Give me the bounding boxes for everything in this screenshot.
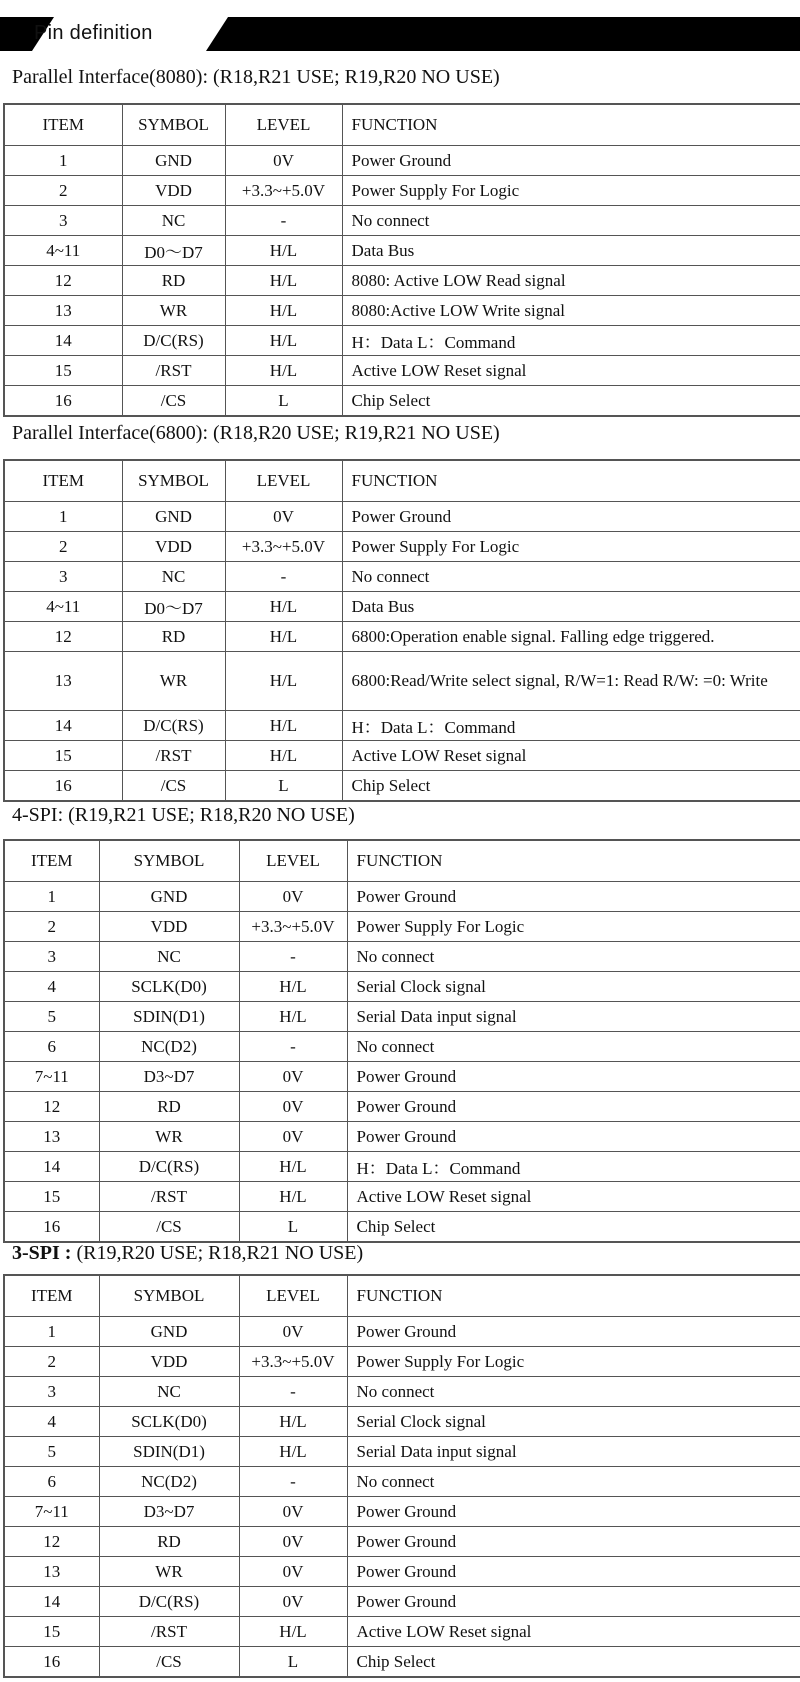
function-cell: 8080:Active LOW Write signal bbox=[342, 296, 800, 326]
function-cell: Power Supply For Logic bbox=[342, 532, 800, 562]
level-cell: H/L bbox=[225, 266, 342, 296]
function-cell: Chip Select bbox=[342, 771, 800, 802]
level-cell: H/L bbox=[239, 1002, 347, 1032]
column-header: SYMBOL bbox=[99, 840, 239, 882]
table-row bbox=[4, 1347, 800, 1377]
symbol-cell: WR bbox=[99, 1122, 239, 1152]
table-header-row bbox=[4, 460, 800, 502]
function-cell: Power Ground bbox=[347, 1557, 800, 1587]
table-row bbox=[4, 296, 800, 326]
section-title bbox=[12, 66, 500, 89]
item-cell: 6 bbox=[4, 1467, 99, 1497]
function-cell: No connect bbox=[342, 562, 800, 592]
level-cell: 0V bbox=[239, 1092, 347, 1122]
symbol-cell: NC(D2) bbox=[99, 1467, 239, 1497]
symbol-cell: /CS bbox=[122, 386, 225, 417]
symbol-cell: /CS bbox=[99, 1647, 239, 1678]
symbol-cell: D3~D7 bbox=[99, 1497, 239, 1527]
column-header: LEVEL bbox=[239, 840, 347, 882]
column-header: FUNCTION bbox=[347, 1275, 800, 1317]
symbol-cell: D0～D7 bbox=[122, 236, 225, 266]
item-cell: 4 bbox=[4, 972, 99, 1002]
symbol-cell: SDIN(D1) bbox=[99, 1437, 239, 1467]
table-row bbox=[4, 1317, 800, 1347]
table-row bbox=[4, 622, 800, 652]
table-row bbox=[4, 1407, 800, 1437]
level-cell: H/L bbox=[239, 1182, 347, 1212]
table-row bbox=[4, 326, 800, 356]
item-cell: 2 bbox=[4, 912, 99, 942]
section-title-text: (R19,R20 USE; R18,R21 NO USE) bbox=[71, 1242, 364, 1264]
item-cell: 3 bbox=[4, 942, 99, 972]
table-header-row bbox=[4, 1275, 800, 1317]
function-cell: Power Ground bbox=[342, 146, 800, 176]
table-row bbox=[4, 1182, 800, 1212]
table-row bbox=[4, 1092, 800, 1122]
table-row bbox=[4, 771, 800, 802]
function-cell: H：Data L：Command bbox=[342, 326, 800, 356]
column-header: LEVEL bbox=[225, 104, 342, 146]
symbol-cell: NC bbox=[122, 206, 225, 236]
symbol-cell: /CS bbox=[122, 771, 225, 802]
symbol-cell: VDD bbox=[122, 176, 225, 206]
table-row bbox=[4, 266, 800, 296]
function-cell: Power Ground bbox=[347, 1587, 800, 1617]
symbol-cell: NC bbox=[122, 562, 225, 592]
item-cell: 5 bbox=[4, 1002, 99, 1032]
item-cell: 2 bbox=[4, 1347, 99, 1377]
section-title-text: 4-SPI: (R19,R21 USE; R18,R20 NO USE) bbox=[12, 804, 355, 826]
item-cell: 1 bbox=[4, 882, 99, 912]
function-cell: H：Data L：Command bbox=[347, 1152, 800, 1182]
pin-table bbox=[3, 103, 800, 417]
column-header: ITEM bbox=[4, 840, 99, 882]
symbol-cell: NC(D2) bbox=[99, 1032, 239, 1062]
item-cell: 15 bbox=[4, 1617, 99, 1647]
symbol-cell: RD bbox=[122, 266, 225, 296]
item-cell: 13 bbox=[4, 1122, 99, 1152]
function-cell: Serial Clock signal bbox=[347, 972, 800, 1002]
pin-table bbox=[3, 839, 800, 1243]
table-row bbox=[4, 882, 800, 912]
level-cell: 0V bbox=[239, 1497, 347, 1527]
column-header: LEVEL bbox=[239, 1275, 347, 1317]
column-header: FUNCTION bbox=[347, 840, 800, 882]
symbol-cell: RD bbox=[122, 622, 225, 652]
item-cell: 15 bbox=[4, 741, 122, 771]
column-header: SYMBOL bbox=[99, 1275, 239, 1317]
table-row bbox=[4, 176, 800, 206]
function-cell: No connect bbox=[347, 1377, 800, 1407]
function-cell: Data Bus bbox=[342, 592, 800, 622]
function-cell: Power Ground bbox=[347, 1092, 800, 1122]
column-header: ITEM bbox=[4, 1275, 99, 1317]
symbol-cell: NC bbox=[99, 1377, 239, 1407]
table-row bbox=[4, 502, 800, 532]
item-cell: 14 bbox=[4, 1587, 99, 1617]
item-cell: 12 bbox=[4, 1092, 99, 1122]
function-cell: No connect bbox=[347, 1467, 800, 1497]
function-cell: Data Bus bbox=[342, 236, 800, 266]
symbol-cell: WR bbox=[122, 296, 225, 326]
item-cell: 12 bbox=[4, 1527, 99, 1557]
table-row bbox=[4, 711, 800, 741]
level-cell: H/L bbox=[239, 972, 347, 1002]
item-cell: 4~11 bbox=[4, 236, 122, 266]
symbol-cell: /RST bbox=[122, 741, 225, 771]
page-title: Pin definition bbox=[34, 22, 153, 44]
table-row bbox=[4, 652, 800, 711]
symbol-cell: NC bbox=[99, 942, 239, 972]
table-row bbox=[4, 532, 800, 562]
level-cell: H/L bbox=[225, 356, 342, 386]
item-cell: 2 bbox=[4, 176, 122, 206]
table-row bbox=[4, 972, 800, 1002]
item-cell: 14 bbox=[4, 1152, 99, 1182]
item-cell: 12 bbox=[4, 266, 122, 296]
item-cell: 14 bbox=[4, 326, 122, 356]
item-cell: 12 bbox=[4, 622, 122, 652]
item-cell: 4~11 bbox=[4, 592, 122, 622]
symbol-cell: VDD bbox=[122, 532, 225, 562]
table-row bbox=[4, 1557, 800, 1587]
level-cell: H/L bbox=[225, 326, 342, 356]
symbol-cell: VDD bbox=[99, 1347, 239, 1377]
function-cell: No connect bbox=[347, 1032, 800, 1062]
table-row bbox=[4, 592, 800, 622]
table-row bbox=[4, 1467, 800, 1497]
item-cell: 16 bbox=[4, 386, 122, 417]
function-cell: Active LOW Reset signal bbox=[347, 1617, 800, 1647]
level-cell: H/L bbox=[239, 1617, 347, 1647]
section-title-text: Parallel Interface(8080): (R18,R21 USE; R19,R20 NO USE) bbox=[12, 66, 500, 88]
level-cell: 0V bbox=[225, 146, 342, 176]
function-cell: Serial Data input signal bbox=[347, 1002, 800, 1032]
function-cell: No connect bbox=[342, 206, 800, 236]
symbol-cell: GND bbox=[99, 882, 239, 912]
function-cell: Power Ground bbox=[347, 1527, 800, 1557]
function-cell: Power Supply For Logic bbox=[347, 1347, 800, 1377]
table-row bbox=[4, 1062, 800, 1092]
level-cell: - bbox=[239, 942, 347, 972]
column-header: ITEM bbox=[4, 460, 122, 502]
level-cell: +3.3~+5.0V bbox=[239, 912, 347, 942]
item-cell: 16 bbox=[4, 771, 122, 802]
level-cell: H/L bbox=[225, 592, 342, 622]
function-cell: 8080: Active LOW Read signal bbox=[342, 266, 800, 296]
table-row bbox=[4, 1587, 800, 1617]
symbol-cell: /RST bbox=[122, 356, 225, 386]
table-row bbox=[4, 146, 800, 176]
function-cell: Chip Select bbox=[347, 1647, 800, 1678]
level-cell: L bbox=[239, 1647, 347, 1678]
function-cell: Chip Select bbox=[342, 386, 800, 417]
level-cell: 0V bbox=[225, 502, 342, 532]
symbol-cell: SCLK(D0) bbox=[99, 1407, 239, 1437]
item-cell: 1 bbox=[4, 502, 122, 532]
item-cell: 7~11 bbox=[4, 1497, 99, 1527]
section-title-bold: 3-SPI : bbox=[12, 1242, 72, 1264]
level-cell: H/L bbox=[225, 622, 342, 652]
function-cell: Power Supply For Logic bbox=[342, 176, 800, 206]
symbol-cell: GND bbox=[122, 146, 225, 176]
function-cell: 6800:Operation enable signal. Falling edge triggered. bbox=[342, 622, 800, 652]
level-cell: +3.3~+5.0V bbox=[239, 1347, 347, 1377]
item-cell: 1 bbox=[4, 1317, 99, 1347]
level-cell: H/L bbox=[225, 652, 342, 711]
item-cell: 15 bbox=[4, 356, 122, 386]
item-cell: 3 bbox=[4, 1377, 99, 1407]
symbol-cell: /CS bbox=[99, 1212, 239, 1243]
level-cell: H/L bbox=[225, 236, 342, 266]
level-cell: 0V bbox=[239, 1317, 347, 1347]
item-cell: 3 bbox=[4, 206, 122, 236]
function-cell: Power Ground bbox=[347, 882, 800, 912]
item-cell: 7~11 bbox=[4, 1062, 99, 1092]
symbol-cell: GND bbox=[99, 1317, 239, 1347]
item-cell: 13 bbox=[4, 1557, 99, 1587]
table-header-row bbox=[4, 840, 800, 882]
symbol-cell: SCLK(D0) bbox=[99, 972, 239, 1002]
item-cell: 16 bbox=[4, 1212, 99, 1243]
level-cell: H/L bbox=[239, 1407, 347, 1437]
item-cell: 14 bbox=[4, 711, 122, 741]
function-cell: Active LOW Reset signal bbox=[342, 356, 800, 386]
function-cell: Chip Select bbox=[347, 1212, 800, 1243]
table-row bbox=[4, 1377, 800, 1407]
symbol-cell: RD bbox=[99, 1092, 239, 1122]
column-header: SYMBOL bbox=[122, 460, 225, 502]
symbol-cell: /RST bbox=[99, 1182, 239, 1212]
symbol-cell: WR bbox=[99, 1557, 239, 1587]
item-cell: 5 bbox=[4, 1437, 99, 1467]
table-row bbox=[4, 1122, 800, 1152]
symbol-cell: SDIN(D1) bbox=[99, 1002, 239, 1032]
level-cell: 0V bbox=[239, 1062, 347, 1092]
table-row bbox=[4, 206, 800, 236]
column-header: ITEM bbox=[4, 104, 122, 146]
symbol-cell: D/C(RS) bbox=[122, 711, 225, 741]
function-cell: Serial Clock signal bbox=[347, 1407, 800, 1437]
item-cell: 13 bbox=[4, 652, 122, 711]
table-row bbox=[4, 236, 800, 266]
item-cell: 3 bbox=[4, 562, 122, 592]
symbol-cell: D/C(RS) bbox=[99, 1587, 239, 1617]
section-banner bbox=[0, 17, 800, 51]
level-cell: H/L bbox=[239, 1152, 347, 1182]
symbol-cell: D3~D7 bbox=[99, 1062, 239, 1092]
function-cell: Serial Data input signal bbox=[347, 1437, 800, 1467]
function-cell: 6800:Read/Write select signal, R/W=1: Read R/W: =0: Write bbox=[342, 652, 800, 711]
pin-table bbox=[3, 1274, 800, 1678]
function-cell: No connect bbox=[347, 942, 800, 972]
level-cell: H/L bbox=[239, 1437, 347, 1467]
symbol-cell: /RST bbox=[99, 1617, 239, 1647]
table-header-row bbox=[4, 104, 800, 146]
function-cell: Power Ground bbox=[347, 1062, 800, 1092]
table-row bbox=[4, 741, 800, 771]
level-cell: 0V bbox=[239, 882, 347, 912]
function-cell: Active LOW Reset signal bbox=[342, 741, 800, 771]
level-cell: 0V bbox=[239, 1587, 347, 1617]
level-cell: - bbox=[239, 1377, 347, 1407]
symbol-cell: WR bbox=[122, 652, 225, 711]
function-cell: Power Ground bbox=[347, 1122, 800, 1152]
table-row bbox=[4, 356, 800, 386]
table-row bbox=[4, 1497, 800, 1527]
item-cell: 15 bbox=[4, 1182, 99, 1212]
table-row bbox=[4, 562, 800, 592]
section-title-text: Parallel Interface(6800): (R18,R20 USE; R19,R21 NO USE) bbox=[12, 422, 500, 444]
section-title bbox=[12, 1242, 363, 1265]
section-title bbox=[12, 422, 500, 445]
symbol-cell: VDD bbox=[99, 912, 239, 942]
function-cell: Active LOW Reset signal bbox=[347, 1182, 800, 1212]
level-cell: - bbox=[239, 1032, 347, 1062]
table-row bbox=[4, 386, 800, 417]
column-header: SYMBOL bbox=[122, 104, 225, 146]
symbol-cell: D/C(RS) bbox=[99, 1152, 239, 1182]
function-cell: Power Supply For Logic bbox=[347, 912, 800, 942]
pin-table bbox=[3, 459, 800, 802]
level-cell: L bbox=[239, 1212, 347, 1243]
table-row bbox=[4, 1527, 800, 1557]
table-row bbox=[4, 1032, 800, 1062]
level-cell: 0V bbox=[239, 1122, 347, 1152]
table-row bbox=[4, 1647, 800, 1678]
column-header: FUNCTION bbox=[342, 104, 800, 146]
item-cell: 16 bbox=[4, 1647, 99, 1678]
table-row bbox=[4, 942, 800, 972]
table-row bbox=[4, 1617, 800, 1647]
item-cell: 6 bbox=[4, 1032, 99, 1062]
level-cell: +3.3~+5.0V bbox=[225, 532, 342, 562]
level-cell: 0V bbox=[239, 1557, 347, 1587]
level-cell: - bbox=[239, 1467, 347, 1497]
item-cell: 1 bbox=[4, 146, 122, 176]
function-cell: Power Ground bbox=[342, 502, 800, 532]
symbol-cell: RD bbox=[99, 1527, 239, 1557]
section-title bbox=[12, 804, 355, 827]
level-cell: L bbox=[225, 386, 342, 417]
table-row bbox=[4, 912, 800, 942]
item-cell: 2 bbox=[4, 532, 122, 562]
function-cell: Power Ground bbox=[347, 1497, 800, 1527]
symbol-cell: D0～D7 bbox=[122, 592, 225, 622]
level-cell: H/L bbox=[225, 711, 342, 741]
level-cell: H/L bbox=[225, 296, 342, 326]
level-cell: 0V bbox=[239, 1527, 347, 1557]
table-row bbox=[4, 1152, 800, 1182]
level-cell: H/L bbox=[225, 741, 342, 771]
item-cell: 13 bbox=[4, 296, 122, 326]
table-row bbox=[4, 1437, 800, 1467]
table-row bbox=[4, 1002, 800, 1032]
table-row bbox=[4, 1212, 800, 1243]
level-cell: - bbox=[225, 206, 342, 236]
column-header: FUNCTION bbox=[342, 460, 800, 502]
symbol-cell: D/C(RS) bbox=[122, 326, 225, 356]
function-cell: H：Data L：Command bbox=[342, 711, 800, 741]
level-cell: +3.3~+5.0V bbox=[225, 176, 342, 206]
function-cell: Power Ground bbox=[347, 1317, 800, 1347]
level-cell: - bbox=[225, 562, 342, 592]
column-header: LEVEL bbox=[225, 460, 342, 502]
level-cell: L bbox=[225, 771, 342, 802]
item-cell: 4 bbox=[4, 1407, 99, 1437]
symbol-cell: GND bbox=[122, 502, 225, 532]
